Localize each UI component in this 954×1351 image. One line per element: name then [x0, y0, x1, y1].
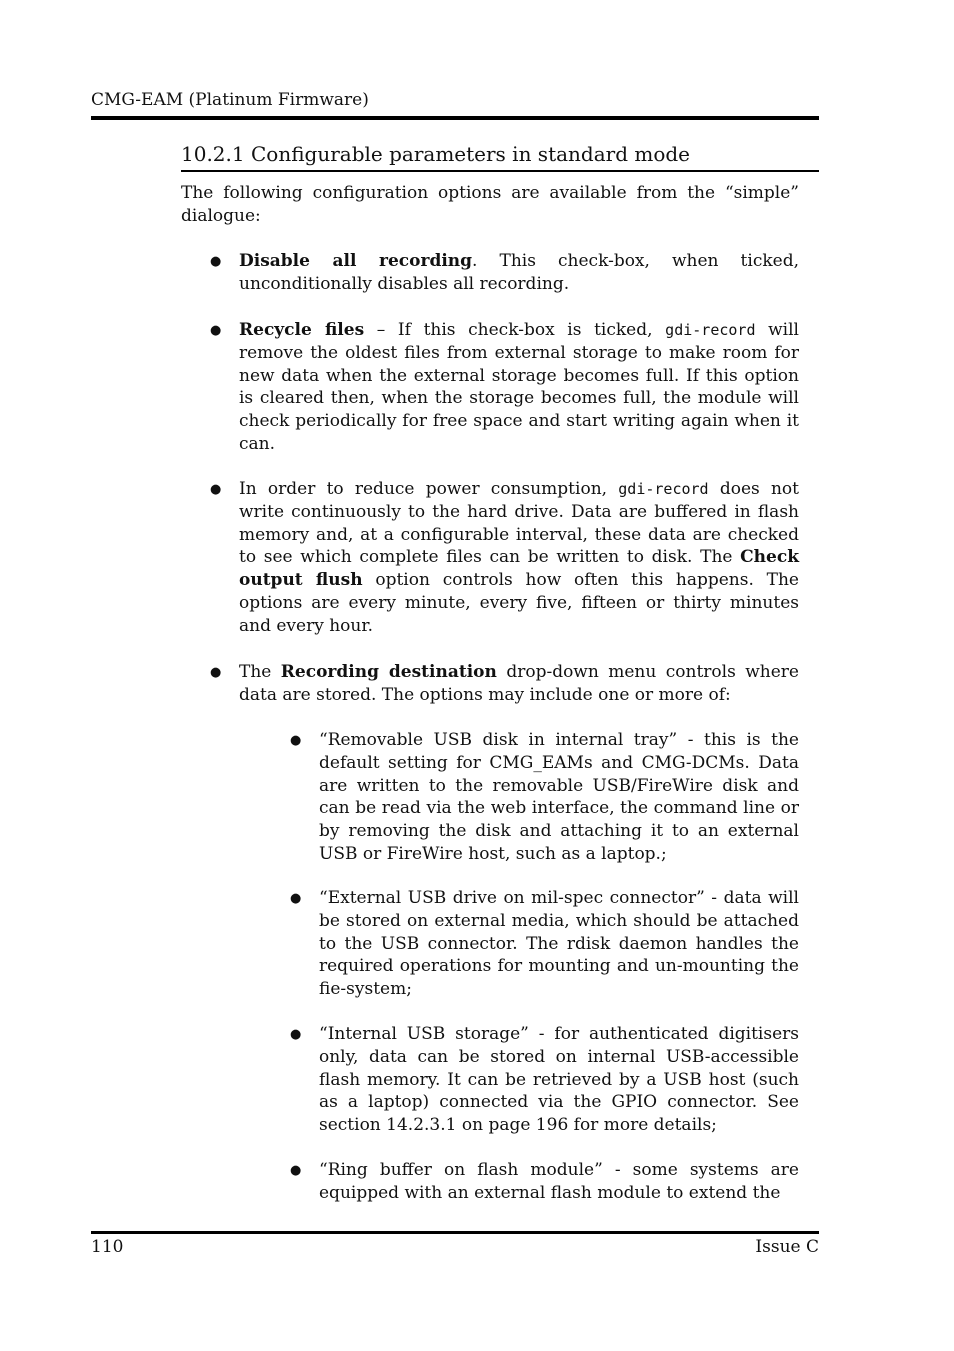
page-number: 110	[91, 1237, 124, 1257]
item-text: – If this check-box is ticked,	[364, 320, 666, 340]
issue-label: Issue C	[755, 1237, 819, 1257]
bullet: ●	[210, 323, 222, 338]
item-text: will remove the oldest files from external storage to make room for new data when the external storage becomes full. If this option is cleared then, when the storage becomes full, the module will check periodically for free space and start writing again when it can.	[239, 320, 799, 454]
section-title: Configurable parameters in standard mode	[250, 142, 691, 166]
running-header: CMG-EAM (Platinum Firmware)	[91, 90, 369, 110]
footer-rule	[91, 1231, 819, 1234]
sub-item-internal-usb: “Internal USB storage” - for authenticated digitisers only, data can be stored on internal USB-accessible flash memory. It can be retrieved by a USB host (such as a laptop) connected via the GPIO connector. See section 14.2.3.1 on page 196 for more details;	[319, 1024, 799, 1136]
sub-bullet: ●	[290, 891, 302, 906]
code-gdi-record: gdi-record	[618, 480, 709, 498]
sub-item-external-usb: “External USB drive on mil-spec connector” - data will be stored on external media, which should be attached to the USB connector. The rdisk daemon handles the required operations for mounting and un-mounting the fie-system;	[319, 888, 799, 1000]
item-text: does not write continuously to the hard drive. Data are buffered in flash memory and, at a configurable interval, these data are checked to see which complete files can be written to disk. The	[239, 479, 799, 568]
code-gdi-record: gdi-record	[665, 321, 756, 339]
sub-item-ring-buffer: “Ring buffer on flash module” - some systems are equipped with an external flash module to extend the	[319, 1160, 799, 1203]
section-rule	[181, 170, 819, 172]
bullet: ●	[210, 254, 222, 269]
item-text: drop-down menu controls where data are stored. The options may include one or more of:	[239, 662, 799, 705]
term-recycle-files: Recycle files	[239, 320, 365, 340]
item-text: option controls how often this happens. The options are every minute, every five, fifteen or thirty minutes and every hour.	[239, 570, 799, 636]
item-text: In order to reduce power consumption,	[239, 479, 619, 499]
list-item-recording-destination	[239, 661, 799, 707]
sub-bullet: ●	[290, 1027, 302, 1042]
list-item-recycle-files	[239, 319, 799, 456]
sub-bullet: ●	[290, 733, 302, 748]
bullet: ●	[210, 665, 222, 680]
header-rule	[91, 116, 819, 120]
list-item-disable-recording	[239, 250, 799, 296]
sub-bullet: ●	[290, 1163, 302, 1178]
section-heading	[181, 142, 690, 166]
section-number: 10.2.1	[181, 142, 245, 166]
item-text: . This check-box, when ticked, unconditionally disables all recording.	[239, 251, 799, 294]
sub-item-removable-usb: “Removable USB disk in internal tray” - this is the default setting for CMG_EAMs and CMG-DCMs. Data are written to the removable USB/FireWire disk and can be read via the web interface, the command line or by removing the disk and attaching it to an external USB or FireWire host, such as a laptop.;	[319, 730, 799, 864]
list-item-check-output-flush	[239, 478, 799, 638]
bullet: ●	[210, 482, 222, 497]
term-check-output-flush: Check output flush	[239, 547, 799, 591]
term-disable-recording: Disable all recording	[239, 251, 473, 271]
term-recording-destination: Recording destination	[280, 662, 497, 682]
intro-paragraph: The following configuration options are available from the “simple” dialogue:	[181, 183, 799, 226]
item-text: The	[239, 662, 281, 682]
